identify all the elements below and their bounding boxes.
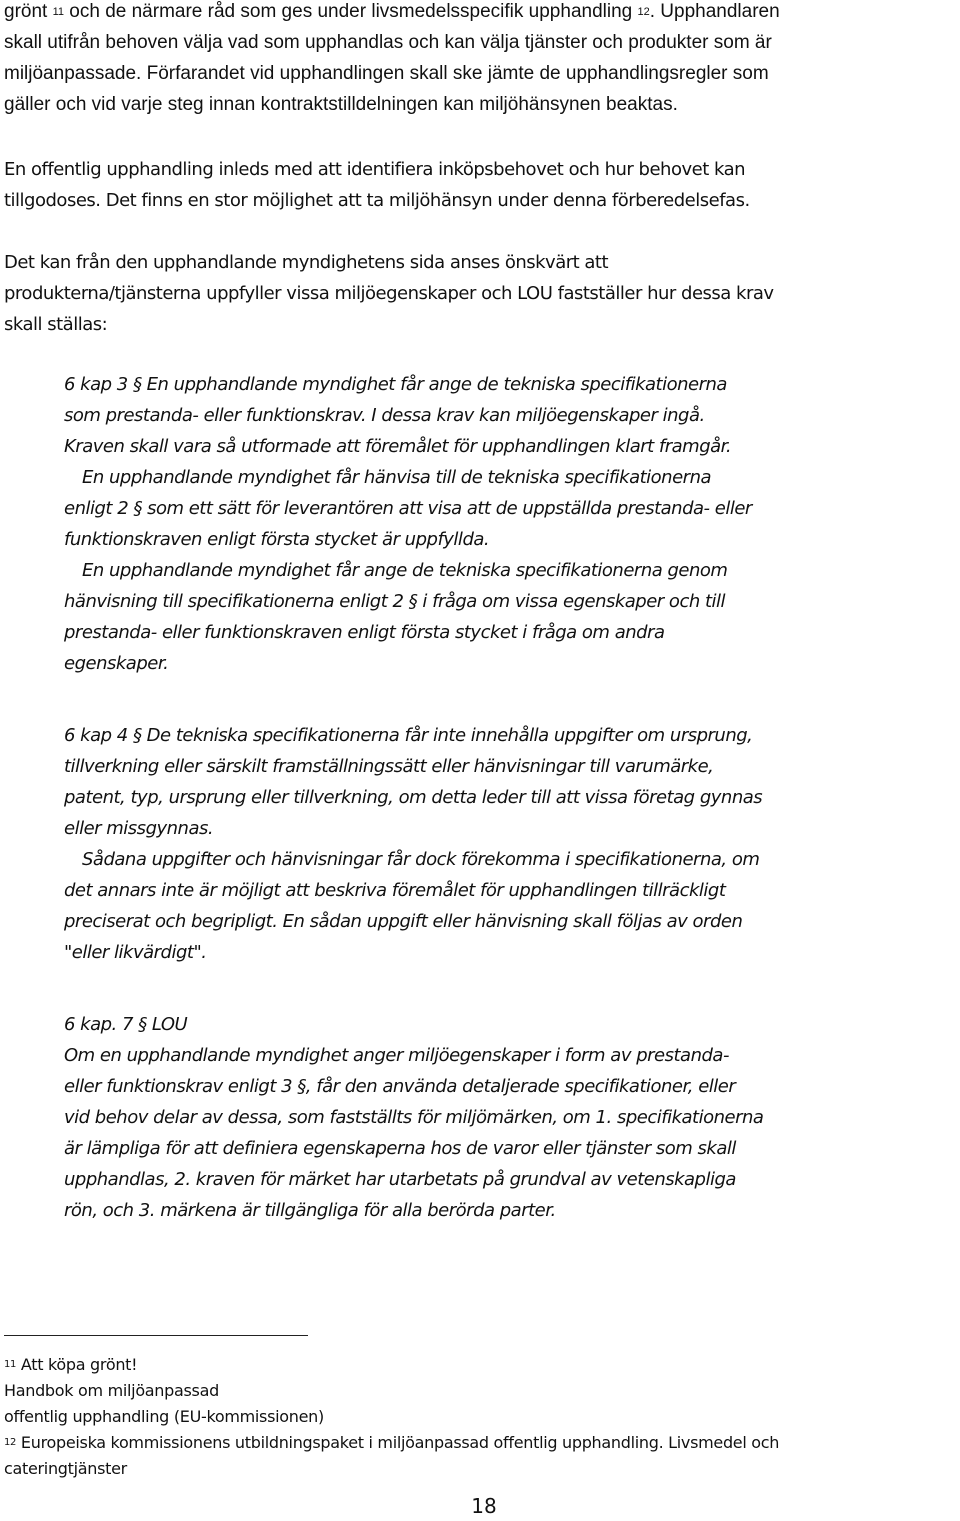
footnote-ref-12[interactable]: 12 — [637, 6, 650, 18]
paragraph-identify-need — [4, 154, 750, 216]
footnote-ref-11[interactable]: 11 — [52, 6, 65, 18]
intro-line — [4, 0, 780, 27]
intro-line: skall utifrån behoven välja vad som upphandlas och kan välja tjänster och produkter som är — [4, 32, 772, 53]
quote-line: En upphandlande myndighet får hänvisa till de tekniska specifikationerna — [82, 467, 712, 488]
quote-line: vid behov delar av dessa, som fastställts för miljömärken, om 1. specifikationerna — [64, 1107, 764, 1128]
quote-line: preciserat och begripligt. En sådan uppgift eller hänvisning skall följas av orden — [64, 911, 743, 932]
quote-line: 6 kap 4 § De tekniska specifikationerna får inte innehålla uppgifter om ursprung, — [64, 725, 753, 746]
paragraph-line: skall ställas: — [4, 314, 108, 335]
paragraph-line: Det kan från den upphandlande myndighetens sida anses önskvärt att — [4, 252, 609, 273]
intro-line: gäller och vid varje steg innan kontraktstilldelningen kan miljöhänsynen beaktas. — [4, 94, 678, 115]
quote-line: egenskaper. — [64, 653, 169, 674]
footnote-number: 11 — [4, 1359, 17, 1370]
quote-line: är lämpliga för att definiera egenskaperna hos de varor eller tjänster som skall — [64, 1138, 736, 1159]
quote-line: Kraven skall vara så utformade att föremålet för upphandlingen klart framgår. — [64, 436, 732, 457]
footnote-line: cateringtjänster — [4, 1459, 127, 1478]
intro-text: och de närmare råd som ges under livsmedelsspecifik upphandling — [64, 1, 638, 22]
intro-line: miljöanpassade. Förfarandet vid upphandlingen skall ske jämte de upphandlingsregler som — [4, 63, 769, 84]
intro-text: . Upphandlaren — [649, 1, 780, 22]
footnote-line: Handbok om miljöanpassad — [4, 1381, 219, 1400]
footnote-divider — [4, 1335, 308, 1336]
quote-line: Sådana uppgifter och hänvisningar får dock förekomma i specifikationerna, om — [82, 849, 760, 870]
footnote-line — [4, 1430, 779, 1456]
quote-line: prestanda- eller funktionskraven enligt första stycket i fråga om andra — [64, 622, 665, 643]
law-quote-6-kap-3 — [64, 369, 752, 679]
quote-line: "eller likvärdigt". — [64, 942, 207, 963]
law-quote-6-kap-7 — [64, 1009, 763, 1226]
intro-text: grönt — [4, 1, 53, 22]
quote-line: upphandlas, 2. kraven för märket har utarbetats på grundval av vetenskapliga — [64, 1169, 736, 1190]
quote-line: enligt 2 § som ett sätt för leverantören att visa att de uppställda prestanda- eller — [64, 498, 752, 519]
footnote-line — [4, 1352, 324, 1378]
footnote-line: offentlig upphandling (EU-kommissionen) — [4, 1407, 324, 1426]
quote-line: Om en upphandlande myndighet anger miljöegenskaper i form av prestanda- — [64, 1045, 729, 1066]
quote-line: En upphandlande myndighet får ange de tekniska specifikationerna genom — [82, 560, 728, 581]
paragraph-line: produkterna/tjänsterna uppfyller vissa miljöegenskaper och LOU fastställer hur dessa krav — [4, 283, 774, 304]
footnote-text: Att köpa grönt! — [20, 1355, 138, 1374]
quote-line: eller missgynnas. — [64, 818, 214, 839]
quote-line: hänvisning till specifikationerna enligt 2 § i fråga om vissa egenskaper och till — [64, 591, 726, 612]
quote-line: tillverkning eller särskilt framställningssätt eller hänvisningar till varumärke, — [64, 756, 714, 777]
footnote-11 — [4, 1352, 324, 1430]
quote-line: 6 kap. 7 § LOU — [64, 1014, 188, 1035]
quote-line: patent, typ, ursprung eller tillverkning, om detta leder till att vissa företag gynnas — [64, 787, 763, 808]
page-number: 18 — [471, 1494, 497, 1518]
footnote-text: Europeiska kommissionens utbildningspaket i miljöanpassad offentlig upphandling. Livsmedel och — [20, 1433, 780, 1452]
quote-line: rön, och 3. märkena är tillgängliga för alla berörda parter. — [64, 1200, 556, 1221]
paragraph-line: tillgodoses. Det finns en stor möjlighet att ta miljöhänsyn under denna förberedelsefas. — [4, 190, 750, 211]
footnote-12 — [4, 1430, 779, 1482]
paragraph-environmental-requirements — [4, 247, 774, 340]
footnote-number: 12 — [4, 1437, 17, 1448]
law-quote-6-kap-4 — [64, 720, 762, 968]
quote-line: eller funktionskrav enligt 3 §, får den använda detaljerade specifikationer, eller — [64, 1076, 736, 1097]
quote-line: som prestanda- eller funktionskrav. I dessa krav kan miljöegenskaper ingå. — [64, 405, 705, 426]
quote-line: det annars inte är möjligt att beskriva föremålet för upphandlingen tillräckligt — [64, 880, 726, 901]
quote-line: funktionskraven enligt första stycket är uppfyllda. — [64, 529, 490, 550]
quote-line: 6 kap 3 § En upphandlande myndighet får ange de tekniska specifikationerna — [64, 374, 727, 395]
intro-paragraph — [4, 0, 780, 120]
paragraph-line: En offentlig upphandling inleds med att identifiera inköpsbehovet och hur behovet kan — [4, 159, 746, 180]
